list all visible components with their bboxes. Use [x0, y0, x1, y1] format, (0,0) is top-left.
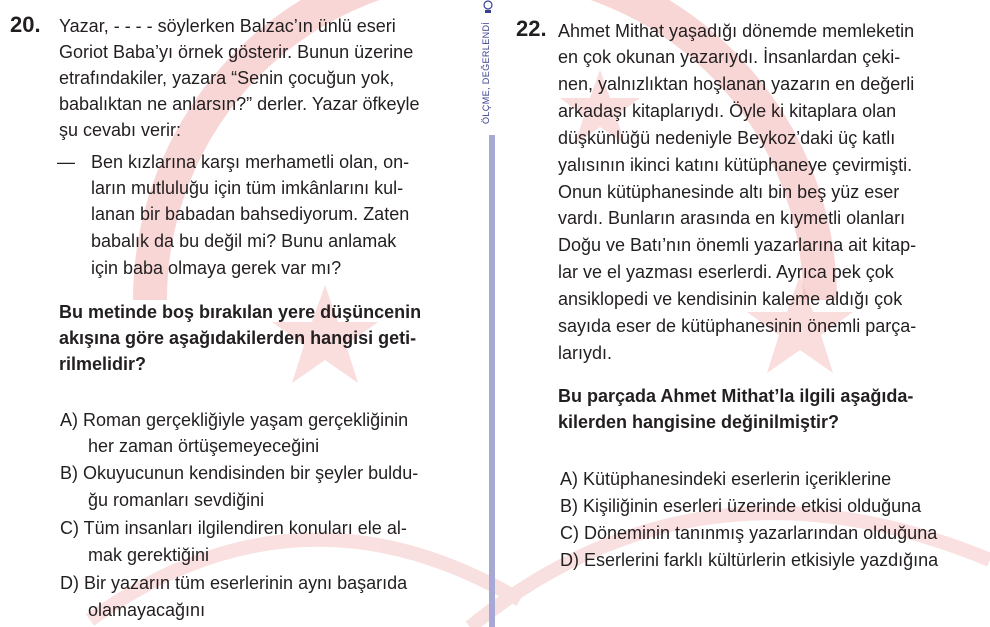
option-b[interactable]: B) Kişiliğinin eserleri üzerinde etkisi olduğuna [560, 496, 922, 516]
option-b[interactable]: B) Okuyucunun kendisinden bir şeyler buldu- [60, 463, 419, 483]
stem-line: Doğu ve Batı’nın önemli yazarlarına ait kitap- [558, 235, 917, 255]
quote-line: babalık da bu değil mi? Bunu anlamak [91, 231, 397, 251]
stem-line: babalıktan ne anlarsın?” derler. Yazar öfkeyle [59, 94, 420, 114]
stem-line: etrafındakiler, yazara “Senin çocuğun yok, [59, 68, 395, 88]
question-prompt: akışına göre aşağıdakilerden hangisi geti- [59, 328, 417, 348]
stem-line: Onun kütüphanesinde altı bin beş yüz eser [558, 182, 900, 202]
question-prompt: Bu parçada Ahmet Mithat’la ilgili aşağıda- [558, 386, 914, 406]
stem-line: nen, yalnızlıktan hoşlanan yazarın en değerli [558, 74, 915, 94]
quote-line: Ben kızlarına karşı merhametli olan, on- [91, 152, 410, 172]
meb-logo-icon [482, 0, 494, 19]
option-d-continued[interactable]: olamayacağını [88, 600, 206, 620]
quote-line: lanan bir babadan bahsediyorum. Zaten [91, 204, 410, 224]
stem-line: larıydı. [558, 343, 613, 363]
stem-line: Yazar, - - - - söylerken Balzac’ın ünlü eseri [59, 16, 396, 36]
stem-line: en çok okunan yazarıydı. İnsanlardan çeki- [558, 47, 901, 67]
stem-line: vardı. Bunların arasında en kıymetli olanları [558, 208, 906, 228]
stem-line: ansiklopedi ve kendisinin kaleme aldığı çok [558, 289, 903, 309]
option-c[interactable]: C) Tüm insanları ilgilendiren konuları ele al- [60, 518, 407, 538]
stem-line: arkadaşı kitaplarıydı. Öyle ki kitaplara olan [558, 101, 897, 121]
option-d[interactable]: D) Eserlerini farklı kültürlerin etkisiyle yazdığına [560, 550, 939, 570]
dialogue-dash: — [57, 152, 75, 172]
stem-line: Ahmet Mithat yaşadığı dönemde memleketin [558, 21, 915, 41]
question-prompt: kilerden hangisine değinilmiştir? [558, 412, 840, 432]
quote-line: için baba olmaya gerek var mı? [91, 258, 342, 278]
question-prompt: Bu metinde boş bırakılan yere düşüncenin [59, 302, 422, 322]
stem-line: yalısının ikinci katını kütüphaneye çevirmişti. [558, 155, 913, 175]
question-number: 20. [10, 12, 41, 37]
option-d[interactable]: D) Bir yazarın tüm eserlerinin aynı başarıda [60, 573, 408, 593]
option-a[interactable]: A) Roman gerçekliğiyle yaşam gerçekliğinin [60, 410, 409, 430]
question-prompt: rilmelidir? [59, 354, 147, 374]
question-number: 22. [516, 16, 547, 41]
quote-line: ların mutluluğu için tüm imkânlarını kul- [91, 178, 404, 198]
stem-line: şu cevabı verir: [59, 120, 182, 140]
stem-line: Goriot Baba’yı örnek gösterir. Bunun üzerine [59, 42, 414, 62]
option-c-continued[interactable]: mak gerektiğini [88, 545, 210, 565]
stem-line: sayıda eser de kütüphanesinin önemli parça- [558, 316, 917, 336]
stem-line: lar ve el yazması eserlerdi. Ayrıca pek çok [558, 262, 894, 282]
column-divider [489, 135, 495, 627]
option-a-continued[interactable]: her zaman örtüşemeyeceğini [88, 436, 320, 456]
option-c[interactable]: C) Döneminin tanınmış yazarlarından olduğuna [560, 523, 938, 543]
stem-line: düşkünlüğü nedeniyle Beykoz’daki üç katlı [558, 128, 896, 148]
option-b-continued[interactable]: ğu romanları sevdiğini [88, 490, 265, 510]
option-a[interactable]: A) Kütüphanesindeki eserlerin içeriklerine [560, 469, 892, 489]
side-label: ÖLÇME, DEĞERLENDİ [481, 21, 491, 124]
